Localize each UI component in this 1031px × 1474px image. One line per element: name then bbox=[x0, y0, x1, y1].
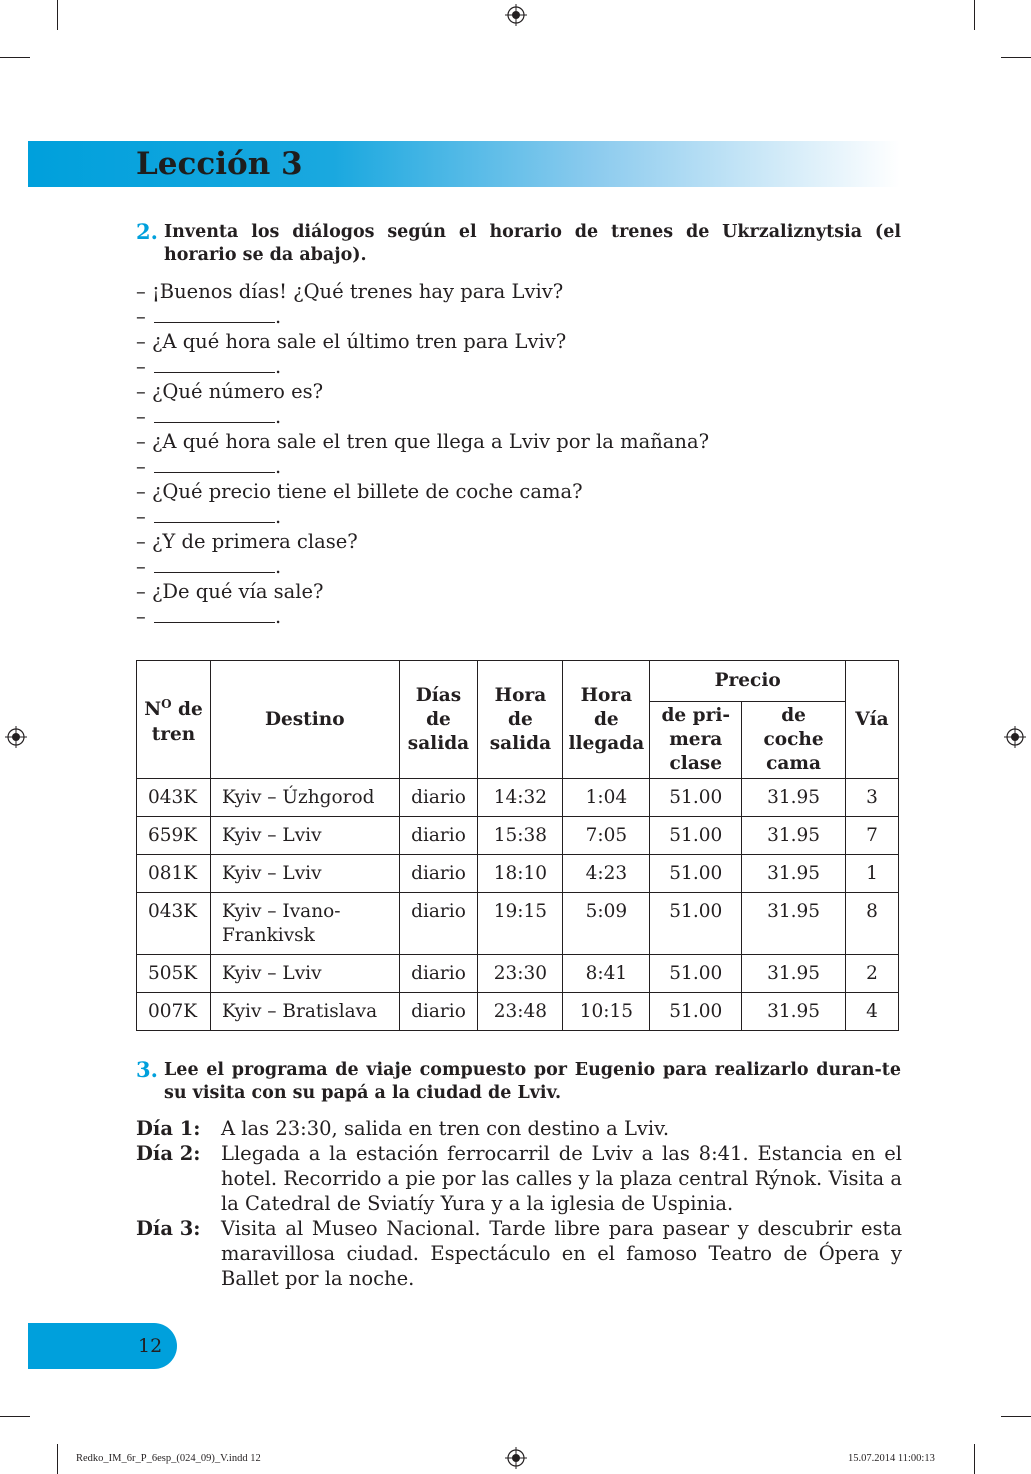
file-slug: Redko_IM_6r_P_6esp_(024_09)_V.indd 12 bbox=[76, 1453, 261, 1464]
first-class-price-cell: 51.00 bbox=[650, 817, 742, 855]
dialogue-text: ¿Qué precio tiene el billete de coche cama? bbox=[151, 480, 583, 503]
header-first-class: de pri- mera clase bbox=[650, 702, 742, 779]
platform-cell: 7 bbox=[845, 817, 898, 855]
dialogue-line bbox=[136, 529, 836, 554]
answer-line[interactable] bbox=[136, 354, 836, 379]
crop-mark bbox=[0, 57, 30, 58]
table-row bbox=[137, 955, 899, 993]
answer-period: . bbox=[274, 355, 282, 378]
answer-line[interactable] bbox=[136, 404, 836, 429]
dialogue-dash: – bbox=[136, 580, 146, 603]
header-train-number: $N^O$ de tren bbox=[137, 661, 211, 779]
dialogue-line bbox=[136, 379, 836, 404]
destination-cell: Kyiv – Ivano- Frankivsk bbox=[210, 893, 399, 955]
answer-line[interactable] bbox=[136, 304, 836, 329]
dialogue-line bbox=[136, 479, 836, 504]
table-row bbox=[137, 817, 899, 855]
days-cell: diario bbox=[399, 955, 478, 993]
answer-line[interactable] bbox=[136, 504, 836, 529]
dialogue-dash: – bbox=[136, 605, 146, 628]
arrival-cell: 8:41 bbox=[563, 955, 650, 993]
sleeper-price-cell: 31.95 bbox=[742, 779, 846, 817]
answer-period: . bbox=[274, 405, 282, 428]
answer-period: . bbox=[274, 505, 282, 528]
first-class-price-cell: 51.00 bbox=[650, 955, 742, 993]
day-label: Día 1: bbox=[136, 1117, 201, 1140]
crop-mark bbox=[974, 1444, 975, 1474]
arrival-cell: 10:15 bbox=[563, 993, 650, 1031]
answer-line[interactable] bbox=[136, 454, 836, 479]
registration-mark-icon bbox=[505, 4, 527, 26]
exercise-instruction: Inventa los diálogos según el horario de trenes de Ukrzaliznytsia (el horario se da abajo). bbox=[164, 222, 901, 265]
dialogue-dash: – bbox=[136, 505, 146, 528]
dialogue-dash: – bbox=[136, 530, 146, 553]
days-cell: diario bbox=[399, 993, 478, 1031]
sleeper-price-cell: 31.95 bbox=[742, 817, 846, 855]
table-row bbox=[137, 855, 899, 893]
answer-blank[interactable] bbox=[154, 354, 275, 373]
departure-cell: 23:30 bbox=[478, 955, 563, 993]
destination-cell: Kyiv – Úzhgorod bbox=[210, 779, 399, 817]
train-number-cell: 505K bbox=[137, 955, 211, 993]
crop-mark bbox=[57, 0, 58, 30]
table-row bbox=[137, 779, 899, 817]
departure-cell: 19:15 bbox=[478, 893, 563, 955]
dialogue-dash: – bbox=[136, 305, 146, 328]
answer-blank[interactable] bbox=[154, 454, 275, 473]
train-number-cell: 043K bbox=[137, 893, 211, 955]
sleeper-price-cell: 31.95 bbox=[742, 955, 846, 993]
destination-cell: Kyiv – Bratislava bbox=[210, 993, 399, 1031]
day-description: Llegada a la estación ferrocarril de Lviv a las 8:41. Estancia en el hotel. Recorrido a pie por las calles y la plaza central Rýnok. Visita a la Catedral de Sviatíy Yura y a la iglesia de Uspinia. bbox=[221, 1142, 902, 1215]
platform-cell: 4 bbox=[845, 993, 898, 1031]
header-sleeper: de coche cama bbox=[742, 702, 846, 779]
departure-cell: 15:38 bbox=[478, 817, 563, 855]
dialogue-dash: – bbox=[136, 280, 146, 303]
dialogue-text: ¿Y de primera clase? bbox=[151, 530, 358, 553]
dialogue-dash: – bbox=[136, 555, 146, 578]
exercise-number: 2. bbox=[136, 219, 158, 244]
header-price: Precio bbox=[650, 661, 846, 702]
days-cell: diario bbox=[399, 893, 478, 955]
answer-blank[interactable] bbox=[154, 554, 275, 573]
program-day bbox=[136, 1216, 902, 1291]
sleeper-price-cell: 31.95 bbox=[742, 855, 846, 893]
first-class-price-cell: 51.00 bbox=[650, 993, 742, 1031]
answer-period: . bbox=[274, 305, 282, 328]
dialogue-line bbox=[136, 279, 836, 304]
answer-line[interactable] bbox=[136, 604, 836, 629]
answer-period: . bbox=[274, 605, 282, 628]
days-cell: diario bbox=[399, 855, 478, 893]
day-label: Día 3: bbox=[136, 1217, 201, 1240]
day-description: Visita al Museo Nacional. Tarde libre para pasear y descubrir esta maravillosa ciudad. Espectáculo en el famoso Teatro de Ópera y Ballet por la noche. bbox=[221, 1217, 902, 1290]
registration-mark-icon bbox=[505, 1447, 527, 1469]
sleeper-price-cell: 31.95 bbox=[742, 993, 846, 1031]
arrival-cell: 5:09 bbox=[563, 893, 650, 955]
departure-cell: 14:32 bbox=[478, 779, 563, 817]
crop-mark bbox=[1001, 1416, 1031, 1417]
dialogue-line bbox=[136, 579, 836, 604]
answer-blank[interactable] bbox=[154, 504, 275, 523]
exercise-instruction: Lee el programa de viaje compuesto por Eugenio para realizarlo duran-te su visita con su papá a la ciudad de Lviv. bbox=[164, 1060, 901, 1103]
print-date: 15.07.2014 11:00:13 bbox=[848, 1453, 935, 1464]
dialogue-line bbox=[136, 429, 836, 454]
days-cell: diario bbox=[399, 817, 478, 855]
first-class-price-cell: 51.00 bbox=[650, 779, 742, 817]
first-class-price-cell: 51.00 bbox=[650, 893, 742, 955]
first-class-price-cell: 51.00 bbox=[650, 855, 742, 893]
dialogue-text: ¿Qué número es? bbox=[151, 380, 324, 403]
crop-mark bbox=[57, 1444, 58, 1474]
dialogue-dash: – bbox=[136, 330, 146, 353]
table-row bbox=[137, 893, 899, 955]
day-description: A las 23:30, salida en tren con destino a Lviv. bbox=[221, 1117, 670, 1140]
dialogue-text: ¿A qué hora sale el tren que llega a Lviv por la mañana? bbox=[151, 430, 710, 453]
destination-cell: Kyiv – Lviv bbox=[210, 955, 399, 993]
destination-cell: Kyiv – Lviv bbox=[210, 855, 399, 893]
arrival-cell: 4:23 bbox=[563, 855, 650, 893]
crop-mark bbox=[974, 0, 975, 30]
dialogue-dash: – bbox=[136, 480, 146, 503]
crop-mark bbox=[1001, 57, 1031, 58]
dialogue-dash: – bbox=[136, 355, 146, 378]
answer-period: . bbox=[274, 555, 282, 578]
platform-cell: 2 bbox=[845, 955, 898, 993]
crop-mark bbox=[0, 1416, 30, 1417]
arrival-cell: 7:05 bbox=[563, 817, 650, 855]
train-timetable bbox=[136, 660, 899, 1031]
header-days: Días de salida bbox=[399, 661, 478, 779]
train-number-cell: 043K bbox=[137, 779, 211, 817]
platform-cell: 8 bbox=[845, 893, 898, 955]
dialogue-text: ¡Buenos días! ¿Qué trenes hay para Lviv? bbox=[151, 280, 564, 303]
train-number-cell: 081K bbox=[137, 855, 211, 893]
departure-cell: 23:48 bbox=[478, 993, 563, 1031]
answer-blank[interactable] bbox=[154, 304, 275, 323]
program-day bbox=[136, 1116, 902, 1141]
arrival-cell: 1:04 bbox=[563, 779, 650, 817]
train-number-cell: 659K bbox=[137, 817, 211, 855]
dialogue-dash: – bbox=[136, 380, 146, 403]
dialogue-dash: – bbox=[136, 430, 146, 453]
platform-cell: 1 bbox=[845, 855, 898, 893]
day-label: Día 2: bbox=[136, 1142, 201, 1165]
dialogue-line bbox=[136, 329, 836, 354]
destination-cell: Kyiv – Lviv bbox=[210, 817, 399, 855]
header-destination: Destino bbox=[210, 661, 399, 779]
header-platform: Vía bbox=[845, 661, 898, 779]
departure-cell: 18:10 bbox=[478, 855, 563, 893]
dialogue-text: ¿A qué hora sale el último tren para Lviv? bbox=[151, 330, 567, 353]
platform-cell: 3 bbox=[845, 779, 898, 817]
header-arrival: Hora de llegada bbox=[563, 661, 650, 779]
table-row bbox=[137, 993, 899, 1031]
sleeper-price-cell: 31.95 bbox=[742, 893, 846, 955]
travel-program bbox=[136, 1116, 902, 1291]
exercise-number: 3. bbox=[136, 1057, 158, 1082]
lesson-title: Lección 3 bbox=[136, 146, 303, 182]
registration-mark-icon bbox=[1004, 726, 1026, 748]
days-cell: diario bbox=[399, 779, 478, 817]
registration-mark-icon bbox=[5, 726, 27, 748]
page-number: 12 bbox=[138, 1335, 163, 1357]
answer-period: . bbox=[274, 455, 282, 478]
train-number-cell: 007K bbox=[137, 993, 211, 1031]
header-departure: Hora de salida bbox=[478, 661, 563, 779]
dialogue-dash: – bbox=[136, 455, 146, 478]
dialogue-dash: – bbox=[136, 405, 146, 428]
dialogue-list bbox=[136, 279, 836, 629]
answer-line[interactable] bbox=[136, 554, 836, 579]
program-day bbox=[136, 1141, 902, 1216]
answer-blank[interactable] bbox=[154, 404, 275, 423]
dialogue-text: ¿De qué vía sale? bbox=[151, 580, 324, 603]
answer-blank[interactable] bbox=[154, 604, 275, 623]
